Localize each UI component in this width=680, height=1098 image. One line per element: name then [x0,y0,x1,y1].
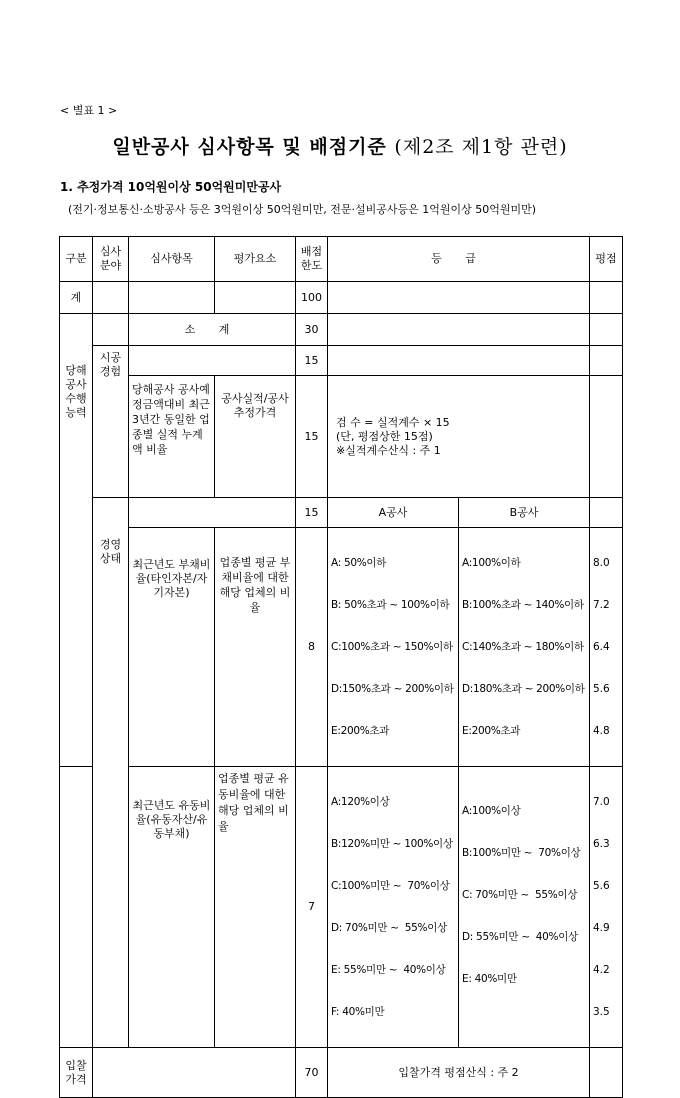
grade-line: A:100%이하 [462,557,521,569]
grade-line: D:150%초과 ~ 200%이하 [331,683,454,695]
experience-element: 공사실적/공사추정가격 [215,376,296,498]
header-score: 배점한도 [296,237,328,282]
header-element: 평가요소 [215,237,296,282]
liquidity-item: 최근년도 유동비율(유동자산/유동부채) [129,767,215,1048]
title-sub: (제2조 제1항 관련) [394,136,568,158]
grade-line: E: 40%미만 [462,973,517,985]
title-main: 일반공사 심사항목 및 배점기준 [112,136,387,158]
subtotal-label: 소 계 [129,314,296,346]
point-value: 7.2 [593,599,610,611]
point-value: 5.6 [593,683,610,695]
total-label: 계 [60,282,93,314]
bid-label: 입찰가격 [60,1048,93,1098]
grade-line: C: 70%미만 ~ 55%이상 [462,889,578,901]
subtotal-score: 30 [296,314,328,346]
grade-line: C:140%초과 ~ 180%이하 [462,641,584,653]
point-value: 6.3 [593,838,610,850]
grade-line: A: 50%이하 [331,557,387,569]
section-heading: 1. 추정가격 10억원이상 50억원미만공사 [60,180,282,194]
bid-score: 70 [296,1048,328,1098]
liquidity-a-grades [328,767,459,1048]
header-row [60,237,623,282]
experience-label: 시공경험 [93,346,129,498]
grade-line: C:100%미만 ~ 70%이상 [331,880,450,892]
point-value: 5.6 [593,880,610,892]
experience-row [60,376,623,498]
grade-line: F: 40%미만 [331,1006,385,1018]
point-value: 7.0 [593,796,610,808]
header-points: 평점 [590,237,623,282]
grade-line: B:100%미만 ~ 70%이상 [462,847,581,859]
liquidity-points [590,767,623,1048]
grade-line: A:100%이상 [462,805,521,817]
capability-label: 당해공사수행능력 [60,314,93,528]
debt-points [590,528,623,767]
experience-header-row [60,346,623,376]
grade-line: D: 55%미만 ~ 40%이상 [462,931,578,943]
grade-line: C:100%초과 ~ 150%이하 [331,641,453,653]
debt-score: 8 [296,528,328,767]
management-score: 15 [296,498,328,528]
liquidity-score: 7 [296,767,328,1048]
liquidity-element: 업종별 평균 유동비율에 대한 해당 업체의 비율 [215,767,296,1048]
b-company-header: B공사 [459,498,590,528]
debt-item: 최근년도 부채비율(타인자본/자기자본) [129,528,215,767]
scope-note: (전기·정보통신·소방공사 등은 3억원이상 50억원미만, 전문·설비공사등은 1억원이상 50억원미만) [68,203,537,216]
appendix-tag: < 별표 1 > [60,104,118,117]
grade-line: B:100%초과 ~ 140%이하 [462,599,584,611]
header-field: 심사분야 [93,237,129,282]
formula-line-1: 검 수 = 실적계수 × 15 [336,415,450,429]
management-header-row [60,498,623,528]
liquidity-b-grades [459,767,590,1048]
total-score: 100 [296,282,328,314]
debt-row [60,528,623,767]
total-row [60,282,623,314]
bid-row [60,1048,623,1098]
debt-element: 업종별 평균 부채비율에 대한 해당 업체의 비율 [215,528,296,767]
header-gubun: 구분 [60,237,93,282]
point-value: 6.4 [593,641,610,653]
grade-line: A:120%이상 [331,796,390,808]
grade-line: E: 55%미만 ~ 40%이상 [331,964,446,976]
grade-line: D: 70%미만 ~ 55%이상 [331,922,447,934]
grade-line: B: 50%초과 ~ 100%이하 [331,599,450,611]
grade-line: E:200%초과 [331,725,390,737]
criteria-table [59,236,623,1098]
header-grade: 등 급 [328,237,590,282]
point-value: 8.0 [593,557,610,569]
grade-line: E:200%초과 [462,725,521,737]
a-company-header: A공사 [328,498,459,528]
experience-item-score: 15 [296,376,328,498]
header-item: 심사항목 [129,237,215,282]
formula-line-2: (단, 평점상한 15점) [336,429,433,443]
bid-formula: 입찰가격 평점산식 : 주 2 [328,1048,590,1098]
grade-line: D:180%초과 ~ 200%이하 [462,683,585,695]
debt-a-grades [328,528,459,767]
subtotal-row [60,314,623,346]
liquidity-row [60,767,623,1048]
experience-formula [328,376,590,498]
debt-b-grades [459,528,590,767]
point-value: 3.5 [593,1006,610,1018]
experience-item: 당해공사 공사예정금액대비 최근3년간 동일한 업종별 실적 누계액 비율 [129,376,215,498]
formula-line-3: ※실적계수산식 : 주 1 [336,443,441,457]
point-value: 4.2 [593,964,610,976]
point-value: 4.9 [593,922,610,934]
experience-score: 15 [296,346,328,376]
management-label: 경영상태 [93,498,129,1048]
point-value: 4.8 [593,725,610,737]
grade-line: B:120%미만 ~ 100%이상 [331,838,453,850]
page-title [0,132,680,159]
